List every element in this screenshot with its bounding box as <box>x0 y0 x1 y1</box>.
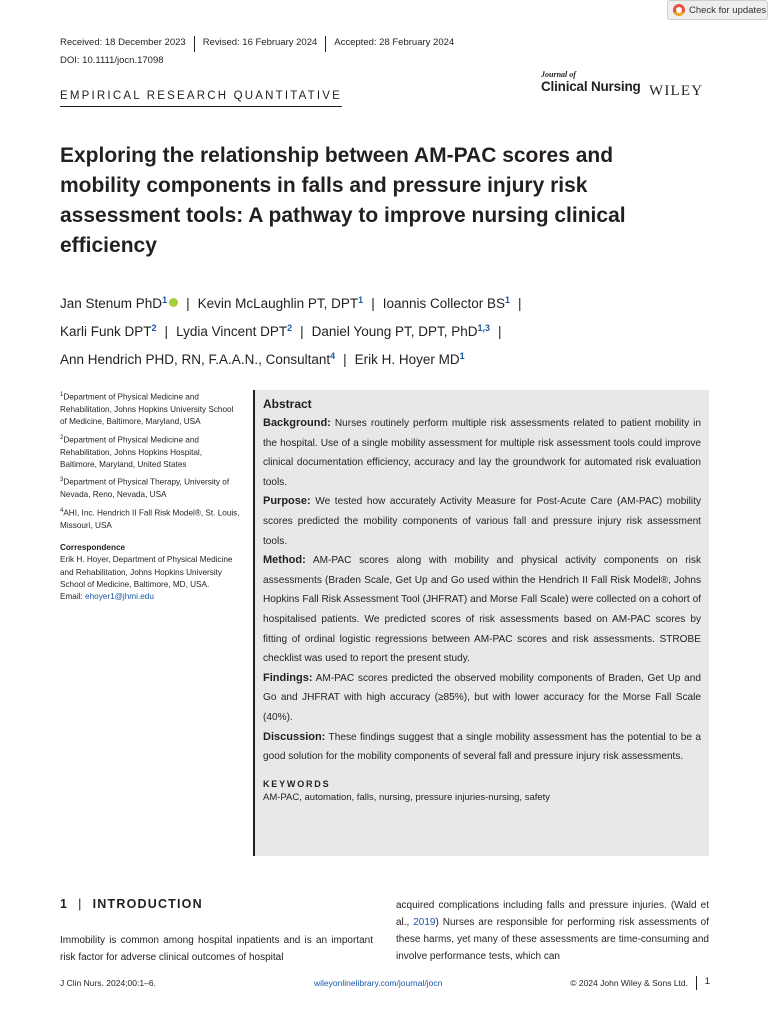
abstract-heading: Abstract <box>263 397 312 411</box>
page-number: 1 <box>696 976 710 990</box>
intro-text-left: Immobility is common among hospital inpatients and is an important risk factor for adverse clinical outcomes of hospital <box>60 935 373 963</box>
crossmark-icon <box>673 4 685 16</box>
affiliation: $^3$Department of Physical Therapy, University of Nevada, Reno, Nevada, USA <box>60 477 230 500</box>
abstract-box <box>253 390 709 856</box>
orcid-icon[interactable] <box>169 298 178 307</box>
author: Ann Hendrich PHD, RN, F.A.A.N., Consultant$^4$ <box>60 351 336 367</box>
publisher-logo: WILEY <box>649 83 704 99</box>
abstract-purpose: Purpose: We tested how accurately Activity Measure for Post-Acute Care (AM-PAC) mobility scores predicted the mobility components of various fall and pressure injury risk assessment tools. <box>263 495 701 547</box>
received-date: Received: 18 December 2023 <box>60 37 186 48</box>
correspondence-text: Erik H. Hoyer, Department of Physical Medicine and Rehabilitation, Johns Hopkins University School of Medicine, Baltimore, MD, USA. Email: ehoyer1@jhmi.edu <box>60 555 233 602</box>
journal-logo-prefix: Journal of <box>541 70 576 79</box>
footer-url-link[interactable]: wileyonlinelibrary.com/journal/jocn <box>314 978 443 988</box>
abstract-discussion: Discussion: These findings suggest that a single mobility assessment has the potential to be a good solution for the mobility components of several fall and pressure injury risk assessments. <box>263 730 702 763</box>
correspondence-heading: Correspondence <box>60 542 126 552</box>
author: Ioannis Collector $BS^1$ <box>382 295 511 311</box>
introduction-heading: 1 | INTRODUCTION <box>60 897 203 911</box>
affiliation: $^1$Department of Physical Medicine and Rehabilitation, Johns Hopkins University School of Medicine, Baltimore, Maryland, USA <box>60 392 234 427</box>
check-for-updates-label: Check for updates <box>689 4 767 16</box>
intro-text-right: acquired complications including falls and pressure injuries. (Wald et al., 2019) Nurses are responsible for performing risk assessments of these harms, yet many of these assessments are time-consuming and involve performance tests, which can <box>396 900 709 962</box>
author-list: Jan Stenum PhD$^1$ | Kevin McLaughlin PT, DPT$^1$ | Ioannis Collector $BS^1$ | Karli Funk DPT$^2$ | Lydia Vincent DPT$^2$ | Daniel Young PT, DPT, PhD$^{1,3}$ | Ann Hendrich PHD, RN, F.A.A.N., Consultant$^4$ | Erik H. Hoyer $MD^1$ <box>60 295 522 367</box>
keywords: AM-PAC, automation, falls, nursing, pressure injuries-nursing, safety <box>263 791 551 803</box>
section-label: EMPIRICAL RESEARCH QUANTITATIVE <box>60 90 342 107</box>
author: Daniel Young PT, DPT, PhD$^{1,3}$ <box>311 323 491 339</box>
abstract-method: Method: AM-PAC scores along with mobility and physical activity components on risk assessments (Braden Scale, Get Up and Go used within the Hendrich II Fall Risk Model®, Johns Hopkins Fall Risk Assessment Tool (JHFRAT) and Morse Fall Scale) were collected on a cohort of hospitalised patients. We predicted scores of risk assessments based on AM-PAC scores by fitting of ordinal logistic regressions between AM-PAC scores and risk assessments. STROBE checklist was used to report the present study. <box>263 554 701 665</box>
email-link[interactable]: ehoyer1@jhmi.edu <box>85 592 154 602</box>
abstract-findings: Findings: AM-PAC scores predicted the observed mobility components of Braden, Get Up and Go and JHFRAT with high accuracy (≥85%), but with lower accuracy for the Morse Fall Scale (40%). <box>263 671 701 723</box>
author: Kevin McLaughlin PT, DPT$^1$ <box>197 295 364 311</box>
article-dates <box>60 36 462 52</box>
author: Lydia Vincent DPT$^2$ <box>176 323 293 339</box>
check-for-updates-button[interactable] <box>667 0 768 20</box>
article-title: Exploring the relationship between AM-PAC scores and mobility components in falls and pressure injury risk assessment tools: A pathway to improve nursing clinical efficiency <box>60 144 626 257</box>
abstract-background: Background: Nurses routinely perform multiple risk assessments related to patient mobility in the hospital. Use of a single mobility assessment for multiple risk assessment tools could improve clinical documentation efficiency, accuracy and lay the groundwork for automated risk evaluation tools. <box>263 417 702 488</box>
footer-citation: J Clin Nurs. 2024;00:1–6. <box>60 978 156 988</box>
revised-date: Revised: 16 February 2024 <box>194 36 326 52</box>
journal-logo-name: Clinical Nursing <box>541 79 641 94</box>
author: Karli Funk DPT$^2$ <box>60 323 157 339</box>
doi: DOI: 10.1111/jocn.17098 <box>60 55 164 66</box>
affiliation: $^2$Department of Physical Medicine and Rehabilitation, Johns Hopkins Hospital, Baltimore, Maryland, United States <box>60 434 202 469</box>
affiliations <box>60 389 240 606</box>
author: Jan Stenum PhD$^1$ <box>60 296 178 311</box>
journal-logo <box>541 70 641 94</box>
author: Erik H. Hoyer $MD^1$ <box>354 351 465 367</box>
citation-link[interactable]: 2019 <box>413 917 436 928</box>
affiliation: $^4$AHI, Inc. Hendrich II Fall Risk Model®, St. Louis, Missouri, USA <box>60 507 240 530</box>
accepted-date: Accepted: 28 February 2024 <box>325 36 462 52</box>
page-footer <box>60 978 710 992</box>
keywords-heading: KEYWORDS <box>263 778 331 789</box>
footer-copyright: © 2024 John Wiley & Sons Ltd. <box>570 978 688 988</box>
